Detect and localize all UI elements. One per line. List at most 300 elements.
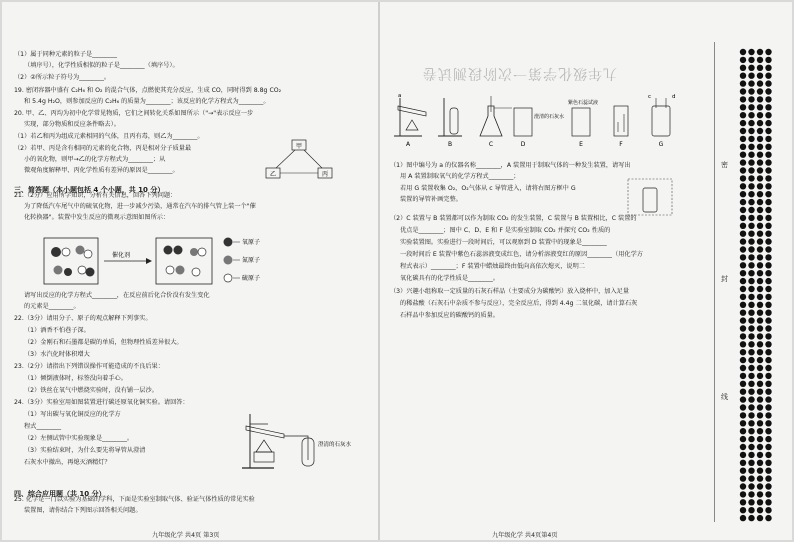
right-page-line: 实验装置图。实验进行一段时间后，可以观察到 D 装置中的现象是________: [400, 239, 607, 246]
binding-dot: [757, 57, 763, 63]
binding-dot: [757, 238, 763, 244]
apparatus-label: C: [488, 141, 494, 148]
binding-dot: [765, 420, 771, 426]
binding-dot: [757, 420, 763, 426]
binding-dot: [757, 428, 763, 434]
apparatus-label: G: [658, 141, 664, 148]
binding-dot: [748, 183, 754, 189]
limewater-label: 澄清的石灰水: [318, 442, 352, 448]
binding-dot: [757, 302, 763, 308]
right-page-line: 石样品中参加反应的碳酸钙的质量。: [400, 312, 499, 319]
right-page-line: 装置的导管补画完整。: [400, 196, 462, 203]
binding-dot: [740, 444, 746, 450]
binding-dot: [757, 191, 763, 197]
binding-dot: [757, 159, 763, 165]
g-drawing-box: [627, 178, 673, 216]
binding-dot: [748, 294, 754, 300]
binding-dot: [765, 215, 771, 221]
q24-apparatus: [234, 410, 352, 472]
binding-dot: [748, 175, 754, 181]
binding-dot: [748, 349, 754, 355]
binding-dot: [765, 444, 771, 450]
binding-dot: [748, 412, 754, 418]
binding-dot: [740, 349, 746, 355]
binding-dot: [748, 152, 754, 158]
binding-dot: [757, 396, 763, 402]
right-page-line: （3）兴趣小组称取一定质量的石灰石样品（主要成分为碳酸钙）放入烧杯中，加入足量: [390, 288, 630, 295]
binding-dot: [765, 183, 771, 189]
binding-dot: [748, 262, 754, 268]
binding-dot: [748, 468, 754, 474]
binding-dot: [748, 80, 754, 86]
binding-dot: [757, 80, 763, 86]
binding-dot: [757, 349, 763, 355]
binding-dot: [765, 294, 771, 300]
binding-dot: [748, 396, 754, 402]
binding-dot: [765, 468, 771, 474]
binding-dot: [748, 88, 754, 94]
binding-dot: [765, 436, 771, 442]
page-divider: [378, 2, 380, 540]
left-page-line: （2）铁丝在氧气中燃烧实验时，没有铺一层沙。: [24, 387, 158, 394]
q21-micro-diagram: [42, 230, 292, 292]
binding-dot: [765, 159, 771, 165]
binding-dot: [748, 302, 754, 308]
binding-dot: [765, 144, 771, 150]
binding-dot: [748, 515, 754, 521]
binding-dot: [765, 460, 771, 466]
binding-dot: [757, 515, 763, 521]
page-3-footer: 九年级化学 共4页 第3页: [152, 532, 220, 539]
binding-dot: [765, 491, 771, 497]
binding-dot: [765, 262, 771, 268]
binding-dot: [748, 270, 754, 276]
binding-dot: [748, 365, 754, 371]
label-a-instrument: a: [398, 93, 402, 99]
binding-dot: [748, 215, 754, 221]
label-c-port: c: [648, 94, 652, 100]
page-3: [2, 2, 378, 540]
binding-char-xian: 线: [721, 393, 728, 401]
left-page-line: 22.（3分）请用分子、原子的观点解释下列事实。: [14, 315, 152, 322]
binding-dot: [740, 436, 746, 442]
binding-dot: [765, 112, 771, 118]
binding-dot: [740, 404, 746, 410]
legend-nitrogen: 氮原子: [242, 257, 261, 264]
left-page-line: 微观角度解释甲、丙化学性质有差异的原因是________。: [24, 167, 179, 174]
binding-dot: [757, 73, 763, 79]
binding-dot: [740, 231, 746, 237]
binding-dot: [765, 325, 771, 331]
binding-dot: [765, 357, 771, 363]
binding-dot: [757, 404, 763, 410]
binding-dot: [740, 254, 746, 260]
binding-dot: [740, 310, 746, 316]
binding-dot: [748, 191, 754, 197]
binding-dot: [757, 136, 763, 142]
binding-dot: [757, 491, 763, 497]
binding-dot: [765, 333, 771, 339]
binding-dot: [757, 499, 763, 505]
binding-dot: [757, 365, 763, 371]
left-page-line: 程式________: [24, 423, 62, 430]
binding-dot: [757, 215, 763, 221]
binding-char-mi: 密: [721, 161, 728, 169]
binding-dot: [740, 420, 746, 426]
binding-dot: [748, 452, 754, 458]
binding-dot: [740, 302, 746, 308]
binding-dot: [765, 167, 771, 173]
binding-dot: [748, 381, 754, 387]
binding-dot: [740, 215, 746, 221]
binding-dot: [748, 112, 754, 118]
binding-dot: [757, 452, 763, 458]
binding-dot: [757, 341, 763, 347]
binding-dot: [740, 515, 746, 521]
binding-dot: [757, 381, 763, 387]
apparatus-label: F: [619, 141, 623, 148]
binding-dot: [765, 349, 771, 355]
binding-dot: [765, 507, 771, 513]
binding-dot: [765, 175, 771, 181]
binding-dot: [757, 152, 763, 158]
binding-dot: [740, 491, 746, 497]
binding-dot: [740, 365, 746, 371]
binding-dot: [765, 278, 771, 284]
binding-dot: [765, 207, 771, 213]
binding-dot: [757, 128, 763, 134]
binding-dot: [740, 286, 746, 292]
binding-dot: [765, 317, 771, 323]
binding-dot: [740, 57, 746, 63]
binding-dot: [765, 286, 771, 292]
left-page-line: 小的氧化物，则甲→乙的化学方程式为________；从: [24, 156, 166, 163]
binding-dot: [748, 167, 754, 173]
binding-dot: [748, 128, 754, 134]
binding-dot: [757, 120, 763, 126]
binding-dot: [740, 199, 746, 205]
binding-dot: [740, 96, 746, 102]
binding-dot: [765, 199, 771, 205]
binding-dot: [748, 65, 754, 71]
left-page-line: （1）写出碳与氧化铜反应的化学方: [24, 411, 121, 418]
binding-dot: [740, 412, 746, 418]
binding-dot: [740, 389, 746, 395]
binding-dot: [740, 104, 746, 110]
binding-dot: [757, 412, 763, 418]
binding-dot: [765, 88, 771, 94]
binding-dot: [748, 136, 754, 142]
right-page-line: 一段时间后 E 装置中紫色石蕊溶液变成红色，请分析溶液变红的原因________（用化学方: [400, 251, 643, 258]
binding-dot: [748, 491, 754, 497]
legend-oxygen: 氧原子: [242, 239, 261, 246]
right-page-line: 的稀盐酸（石灰石中杂质不参与反应），完全反应后，得到 4.4g 二氧化碳，请计算石灰: [400, 300, 638, 307]
left-page-line: （1）若乙和丙为组成元素相同的气体，且丙有毒，则乙为________。: [14, 133, 204, 140]
binding-dot: [748, 428, 754, 434]
binding-dot: [740, 223, 746, 229]
binding-dot: [757, 483, 763, 489]
binding-dot: [748, 341, 754, 347]
left-page-line: 20. 甲、乙、丙均为初中化学常见物质，它们之间转化关系如图所示（"→"表示反应一步: [14, 110, 254, 117]
binding-dot: [765, 49, 771, 55]
binding-dot: [765, 270, 771, 276]
binding-dot: [748, 373, 754, 379]
binding-dot: [757, 223, 763, 229]
binding-dot: [740, 49, 746, 55]
binding-dot: [765, 231, 771, 237]
left-page-line: （3）实验结束时，为什么要先将导管从澄清: [24, 447, 146, 454]
binding-dot: [748, 57, 754, 63]
binding-dot: [748, 483, 754, 489]
binding-dot: [757, 325, 763, 331]
binding-dot: [740, 468, 746, 474]
binding-dot: [740, 144, 746, 150]
binding-dot: [740, 191, 746, 197]
left-page-line: （1）酒香不怕巷子深。: [24, 327, 90, 334]
q20-transform-diagram: [264, 138, 336, 182]
binding-dot: [765, 191, 771, 197]
binding-holes: [738, 48, 774, 526]
label-e-litmus: 紫色石蕊试液: [568, 100, 599, 106]
binding-dot: [740, 183, 746, 189]
binding-dot: [757, 183, 763, 189]
right-page-line: 程式表示）________；F 装置中蜡烛最终由低向高依次熄灭，说明二: [400, 263, 585, 270]
binding-dot: [765, 80, 771, 86]
apparatus-label: A: [405, 141, 411, 148]
binding-dot: [740, 175, 746, 181]
left-page-line: 装置图，请你结合下列图示回答相关问题。: [24, 507, 142, 514]
binding-dot: [740, 357, 746, 363]
binding-dot: [765, 302, 771, 308]
binding-dot: [765, 381, 771, 387]
binding-dot: [765, 136, 771, 142]
binding-dot: [740, 167, 746, 173]
binding-dot: [765, 152, 771, 158]
binding-dot: [757, 254, 763, 260]
left-page-line: 23.（2分）请指出下列错误操作可能造成的不良后果：: [14, 363, 164, 370]
binding-dot: [765, 404, 771, 410]
left-page-line: 25. 化学是一门以实验为基础的学科，下面是实验室制取气体、验证气体性质的常见实验: [14, 496, 255, 503]
binding-dot: [748, 96, 754, 102]
binding-dot: [765, 475, 771, 481]
exam-sheet: [2, 2, 792, 540]
left-page-line: 和 5.4g H₂O，则参加反应的 C₂H₆ 的质量为________；该反应的化学方程式为________。: [24, 98, 270, 105]
binding-dot: [765, 412, 771, 418]
binding-dot: [765, 396, 771, 402]
binding-dot: [748, 144, 754, 150]
left-page-line: 请写出反应的化学方程式________，在反应前后化合价没有发生变化: [24, 292, 210, 299]
binding-dot: [757, 175, 763, 181]
binding-dot: [757, 96, 763, 102]
binding-dot: [757, 310, 763, 316]
binding-dot: [740, 325, 746, 331]
binding-dot: [740, 120, 746, 126]
binding-dot: [740, 159, 746, 165]
binding-dot: [757, 246, 763, 252]
binding-dot: [765, 104, 771, 110]
binding-dot: [765, 483, 771, 489]
binding-dot: [765, 246, 771, 252]
binding-dot: [748, 499, 754, 505]
label-d-limewater: 澄清的石灰水: [534, 114, 565, 120]
left-page-line: （2）金刚石和石墨都是碳的单质，但物理性质差异很大。: [24, 339, 183, 346]
binding-dot: [757, 507, 763, 513]
node-bing: 丙: [321, 171, 329, 178]
binding-dot: [740, 128, 746, 134]
binding-line: [714, 42, 733, 522]
binding-dot: [748, 73, 754, 79]
binding-dot: [748, 286, 754, 292]
binding-dot: [757, 144, 763, 150]
binding-dot: [740, 270, 746, 276]
left-page-line: 24.（3分）实验室用如图装置进行碳还原氧化铜实验。请回答：: [14, 399, 189, 406]
binding-dot: [765, 73, 771, 79]
binding-dot: [748, 317, 754, 323]
binding-dot: [748, 507, 754, 513]
binding-dot: [748, 223, 754, 229]
binding-dot: [740, 65, 746, 71]
right-page-line: （1）图中编号为 a 的仪器名称________，A 装置用于制取气体的一种发生装置，请写出: [390, 162, 631, 169]
binding-dot: [748, 389, 754, 395]
left-page-line: （2）②所示粒子符号为________。: [14, 74, 111, 81]
binding-dot: [765, 428, 771, 434]
binding-dot: [748, 460, 754, 466]
left-page-line: （3）水汽化时体积增大: [24, 351, 90, 358]
binding-dot: [757, 317, 763, 323]
binding-dot: [757, 460, 763, 466]
left-page-line: （2）左侧试管中实验现象是________。: [24, 435, 134, 442]
binding-dot: [740, 262, 746, 268]
binding-char-feng: 封: [721, 275, 728, 283]
left-page-line: 实现，部分物质和反应条件略去）。: [24, 121, 120, 128]
catalyst-label: 催化剂: [112, 252, 131, 259]
left-page-line: 21.（2分）应用所学知识，分析有关信息，回答下列问题：: [14, 192, 177, 199]
binding-dot: [740, 136, 746, 142]
binding-dot: [757, 270, 763, 276]
binding-dot: [765, 57, 771, 63]
binding-dot: [765, 128, 771, 134]
left-page-line: 19. 密闭容器中盛有 C₂H₆ 和 O₂ 的混合气体，点燃使其充分反应，生成 CO，同时得到 8.8g CO₂: [14, 87, 282, 94]
left-page-line: 化转换器"。装置中发生反应的微观示意图如图所示：: [24, 214, 170, 221]
binding-dot: [740, 238, 746, 244]
binding-dot: [740, 452, 746, 458]
binding-dot: [765, 373, 771, 379]
binding-dot: [748, 49, 754, 55]
binding-dot: [748, 475, 754, 481]
binding-dot: [765, 515, 771, 521]
binding-dot: [748, 278, 754, 284]
binding-dot: [740, 207, 746, 213]
binding-dot: [765, 65, 771, 71]
binding-dot: [757, 199, 763, 205]
binding-dot: [748, 254, 754, 260]
binding-dot: [748, 159, 754, 165]
apparatus-label: B: [447, 141, 453, 148]
left-page-line: 石灰水中撤出，再熄灭酒精灯？: [24, 459, 111, 466]
binding-dot: [748, 357, 754, 363]
binding-dot: [757, 444, 763, 450]
left-page-line: 的元素是________。: [24, 303, 80, 310]
binding-dot: [740, 381, 746, 387]
binding-dot: [740, 483, 746, 489]
apparatus-label: D: [520, 141, 526, 148]
binding-dot: [757, 65, 763, 71]
binding-dot: [740, 317, 746, 323]
binding-dot: [748, 436, 754, 442]
binding-dot: [757, 167, 763, 173]
binding-dot: [740, 278, 746, 284]
binding-dot: [740, 112, 746, 118]
binding-dot: [765, 499, 771, 505]
binding-dot: [740, 73, 746, 79]
q25-apparatus-row: [392, 92, 692, 148]
binding-dot: [740, 80, 746, 86]
binding-dot: [748, 310, 754, 316]
section-4-heading: 四、综合应用题（共 10 分）: [14, 490, 106, 498]
right-page-line: 若用 G 装置收集 O₂，O₂气体从 c 导管进入，请将右图方框中 G: [400, 185, 576, 192]
binding-dot: [757, 468, 763, 474]
left-page-line: （1）倾倒液体时，标签没向着手心。: [24, 375, 127, 382]
binding-dot: [748, 420, 754, 426]
right-page-line: （2）C 装置与 B 装置都可以作为制取 CO₂ 的发生装置，C 装置与 B 装置相比，C 装置的: [390, 215, 637, 222]
binding-dot: [748, 246, 754, 252]
page-4-footer: 九年级化学 共4页第4页: [492, 532, 558, 539]
binding-dot: [757, 104, 763, 110]
binding-dot: [757, 278, 763, 284]
binding-dot: [765, 238, 771, 244]
right-page-line: 用 A 装置制取氧气的化学方程式________；: [400, 173, 520, 180]
left-page-line: （填序号），化学性质相似的粒子是________（填序号）。: [24, 62, 179, 69]
binding-dot: [765, 341, 771, 347]
binding-dot: [765, 96, 771, 102]
binding-dot: [765, 452, 771, 458]
binding-dot: [740, 246, 746, 252]
binding-dot: [757, 333, 763, 339]
binding-dot: [748, 231, 754, 237]
binding-dot: [757, 231, 763, 237]
binding-dot: [757, 49, 763, 55]
binding-dot: [757, 475, 763, 481]
binding-dot: [740, 460, 746, 466]
right-page-line: 氧化碳具有的化学性质是________。: [400, 275, 499, 282]
left-page-line: 为了降低汽车尾气中的硫氧化物，进一步减少污染，通常在汽车的排气管上装一个"催: [24, 203, 256, 210]
binding-dot: [765, 223, 771, 229]
binding-dot: [765, 310, 771, 316]
binding-dot: [748, 444, 754, 450]
binding-dot: [740, 507, 746, 513]
binding-dot: [748, 104, 754, 110]
binding-dot: [740, 294, 746, 300]
binding-dot: [757, 373, 763, 379]
node-yi: 乙: [269, 171, 277, 178]
binding-dot: [748, 325, 754, 331]
label-d-port: d: [672, 94, 676, 100]
binding-dot: [757, 262, 763, 268]
binding-dot: [740, 152, 746, 158]
binding-dot: [740, 475, 746, 481]
binding-dot: [757, 207, 763, 213]
binding-dot: [740, 333, 746, 339]
binding-dot: [748, 199, 754, 205]
binding-dot: [765, 365, 771, 371]
apparatus-label: E: [579, 141, 583, 148]
binding-dot: [740, 499, 746, 505]
binding-dot: [748, 120, 754, 126]
binding-dot: [748, 333, 754, 339]
node-jia: 甲: [295, 143, 303, 150]
binding-dot: [757, 112, 763, 118]
binding-dot: [765, 120, 771, 126]
